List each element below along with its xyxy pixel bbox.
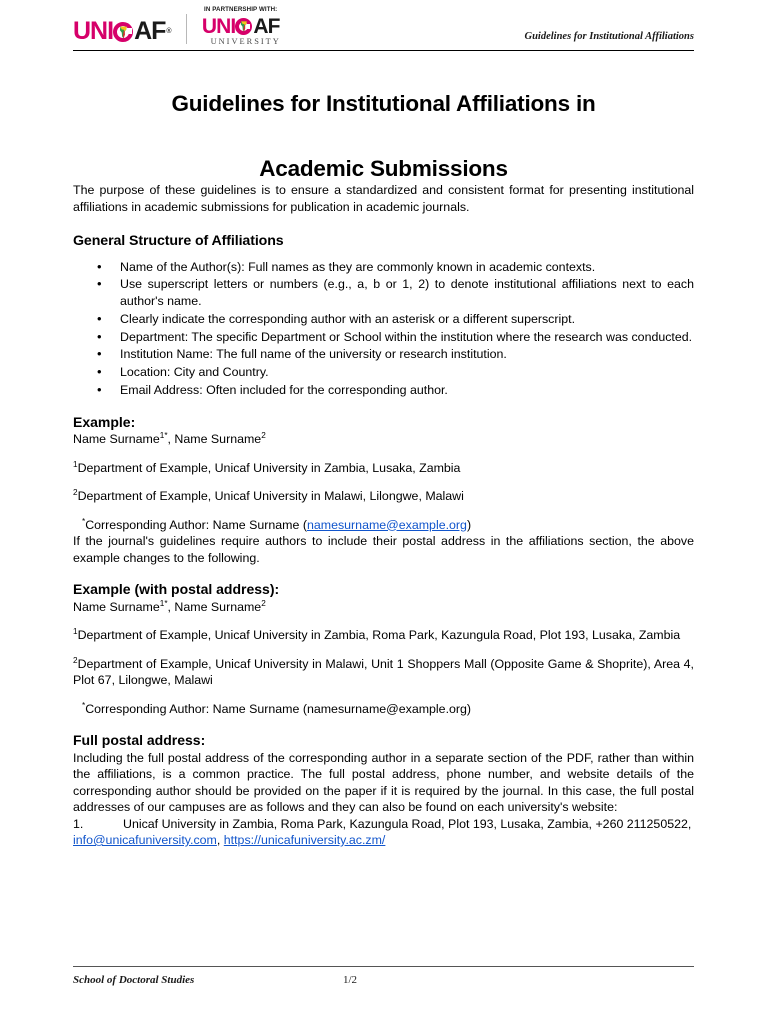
postal-affiliation-2-marker: 2 [73, 655, 78, 665]
running-header-title: Guidelines for Institutional Affiliations [524, 31, 694, 42]
registered-trademark-icon: ® [166, 28, 172, 35]
campus-list-item-1 [73, 816, 694, 849]
postal-corresponding-author-line [73, 701, 694, 718]
heading-example-postal: Example (with postal address): [73, 581, 280, 598]
postal-affiliation-2 [73, 656, 694, 689]
heading-full-postal-address: Full postal address: [73, 732, 206, 749]
corresponding-author-prefix: Corresponding Author: Name Surname ( [85, 517, 307, 532]
page-title-line1: Guidelines for Institutional Affiliations in [171, 91, 596, 116]
postal-corresponding-marker: * [82, 700, 86, 710]
footer-page-number: 1/2 [343, 974, 358, 986]
journal-guidelines-note: If the journal's guidelines require authors to include their postal address in the affiliations section, the above example changes to the following. [73, 534, 694, 565]
postal-affiliation-2-text: Department of Example, Unicaf University in Malawi, Unit 1 Shoppers Mall (Opposite Game & Shoprite), Area 4, Plot 67, Lilongwe, Malawi [73, 656, 694, 688]
logo-divider [186, 14, 187, 44]
unicaf-logo-c-africa-icon [113, 19, 134, 44]
partnership-caption: IN PARTNERSHIP WITH: [204, 6, 278, 14]
postal-author-name-1: Name Surname [73, 599, 160, 614]
heading-general-structure: General Structure of Affiliations [73, 233, 284, 249]
postal-author-sup-1: 1* [159, 598, 168, 608]
example-affiliation-2 [73, 488, 694, 505]
corresponding-author-line [73, 517, 694, 534]
partner-logo-subtitle: UNIVERSITY [210, 36, 281, 46]
unicaf-logo-af-text: AF [134, 17, 166, 45]
campus-item-address: Unicaf University in Zambia, Roma Park, Kazungula Road, Plot 193, Lusaka, Zambia, +260 211250522, [123, 816, 692, 831]
unicaf-university-logo [202, 16, 280, 39]
unicaf-logo-uni-text: UNI [73, 17, 114, 45]
example-author-name-2: , Name Surname [167, 432, 262, 447]
list-item: • Institution Name: The full name of the university or research institution. [97, 346, 694, 363]
partner-logo-af-text: AF [253, 14, 280, 38]
postal-author-sup-2: 2 [261, 598, 266, 608]
logo-group [73, 7, 281, 46]
list-item: • Department: The specific Department or School within the institution where the research was conducted. [97, 329, 694, 346]
partner-logo-c-africa-icon [235, 16, 253, 37]
list-item: • Clearly indicate the corresponding author with an asterisk or a different superscript. [97, 311, 694, 328]
affiliation-1-text: Department of Example, Unicaf University in Zambia, Lusaka, Zambia [77, 460, 461, 475]
footer-school-name: School of Doctoral Studies [73, 974, 195, 986]
postal-affiliation-1-marker: 1 [73, 626, 78, 636]
list-item: • Email Address: Often included for the corresponding author. [97, 382, 694, 399]
campus-email-link[interactable]: info@unicafuniversity.com [73, 833, 217, 848]
document-body [73, 90, 694, 849]
campus-link-separator: , [216, 833, 224, 848]
affiliation-2-marker: 2 [73, 487, 78, 497]
campus-item-number: 1. [73, 816, 84, 831]
list-item: • Use superscript letters or numbers (e.g., a, b or 1, 2) to denote institutional affiliations next to each author's name. [97, 276, 694, 309]
postal-corresponding-text: Corresponding Author: Name Surname (namesurname@example.org) [85, 701, 472, 716]
postal-affiliation-1-text: Department of Example, Unicaf University in Zambia, Roma Park, Kazungula Road, Plot 193, Lusaka, Zambia [77, 628, 681, 643]
affiliation-1-marker: 1 [73, 459, 78, 469]
example-author-name-1: Name Surname [73, 432, 160, 447]
heading-example: Example: [73, 413, 136, 430]
corresponding-author-suffix: ) [466, 517, 472, 532]
postal-example-author-line [73, 599, 694, 616]
affiliation-structure-list [73, 259, 694, 399]
postal-author-name-2: , Name Surname [167, 599, 262, 614]
example-author-sup-1: 1* [159, 430, 168, 440]
header-divider [73, 50, 694, 51]
footer-divider [73, 966, 694, 967]
corresponding-author-email-link[interactable]: namesurname@example.org [306, 517, 467, 532]
partner-logo-block [201, 7, 281, 46]
corresponding-author-marker: * [82, 516, 86, 526]
campus-website-link[interactable]: https://unicafuniversity.ac.zm/ [223, 833, 386, 848]
list-item: • Location: City and Country. [97, 364, 694, 381]
postal-affiliation-1 [73, 627, 694, 644]
partner-logo-uni-text: UNI [201, 14, 236, 38]
example-affiliation-1 [73, 460, 694, 477]
page-footer [73, 974, 694, 986]
intro-paragraph: The purpose of these guidelines is to ensure a standardized and consistent format for presenting institutional affiliations in academic submissions for publication in academic journals. [73, 183, 694, 214]
unicaf-logo [73, 19, 172, 46]
page-title-line2: Academic Submissions [259, 156, 508, 181]
example-author-line [73, 431, 694, 448]
page-header [73, 6, 694, 48]
list-item: • Name of the Author(s): Full names as they are commonly known in academic contexts. [97, 259, 694, 276]
example-author-sup-2: 2 [261, 430, 266, 440]
affiliation-2-text: Department of Example, Unicaf University in Malawi, Lilongwe, Malawi [77, 489, 464, 504]
full-postal-paragraph: Including the full postal address of the corresponding author in a separate section of the PDF, rather than within the affiliations, is a common practice. The full postal address, phone number, and website details of the corresponding author should be provided on the paper if it is required by the journal. In this case, the full postal addresses of our campuses are as follows and they can also be found on each university's website: [73, 750, 694, 815]
